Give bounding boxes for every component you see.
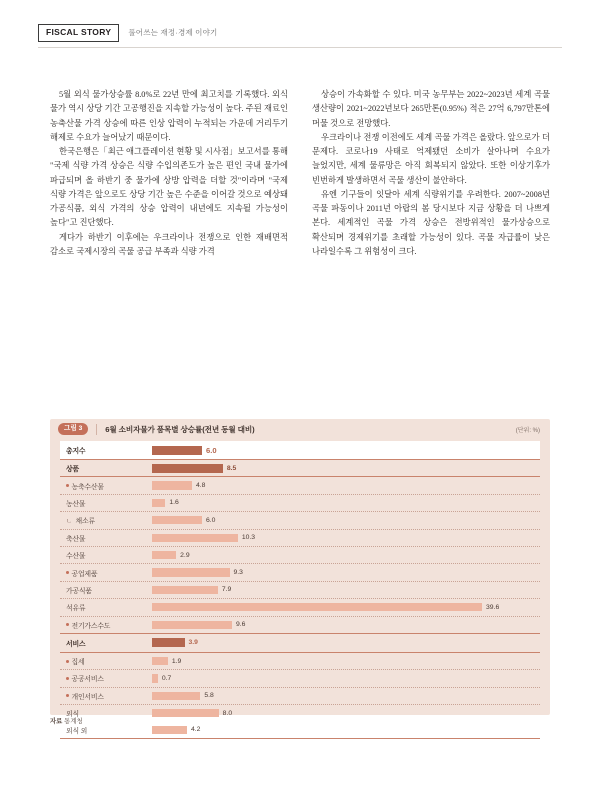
chart-bar-area (152, 582, 540, 598)
chart-bar-value: 6.0 (206, 516, 216, 524)
figure-header (50, 419, 550, 439)
chart-bar-area (152, 688, 540, 704)
chart-bar-area (152, 547, 540, 563)
page-header (38, 24, 217, 42)
chart-row (60, 721, 540, 737)
chart-row (60, 653, 540, 669)
chart-bar-value: 2.9 (180, 551, 190, 559)
chart-bar (152, 726, 187, 734)
chart-bar-area (152, 705, 540, 721)
fiscal-story-badge: FISCAL STORY (38, 24, 119, 42)
chart-bar (152, 692, 200, 700)
chart-row-label-text: 축산물 (66, 535, 86, 543)
chart-row-label-text: 총지수 (66, 448, 86, 455)
figure-unit-label: (단위: %) (515, 427, 540, 434)
chart-row (60, 441, 540, 459)
figure-header-divider (96, 424, 97, 435)
chart-bar-value: 9.6 (236, 621, 246, 629)
chart-bar-area (152, 441, 540, 459)
chart-row-label-text: 채소류 (75, 518, 95, 526)
chart-bar (152, 551, 176, 559)
chart-row-label-text: 집세 (71, 659, 85, 667)
figure-title: 6월 소비자물가 품목별 상승률(전년 동월 대비) (105, 424, 255, 434)
chart-bar-area (152, 495, 540, 511)
chart-row (60, 688, 540, 704)
chart-bar (152, 481, 192, 489)
chart-row-label-text: 전기가스수도 (71, 622, 111, 630)
chart-row (60, 705, 540, 721)
chart-bar-value: 8.0 (222, 709, 233, 717)
chart-bar (152, 674, 158, 682)
chart-row-label (60, 638, 152, 648)
chart-bar-value: 7.9 (221, 586, 232, 594)
chart-bar-value: 39.6 (486, 603, 500, 611)
chart-bar-value: 3.9 (188, 639, 198, 647)
header-subtitle: 풀어쓰는 재정·경제 이야기 (128, 28, 218, 38)
article-body (50, 88, 550, 259)
chart-row-label (60, 533, 152, 543)
paragraph: 5월 외식 물가상승률 8.0%로 22년 만에 최고치를 기록했다. 외식 물가 역시 상당 기간 고공행진을 지속할 가능성이 높다. 주된 재료인 농축산물 가격 상승에 따른 인상 압력이 누적되는 가운데 거리두기 해제로 수요가 늘어났기 때문이다. (50, 90, 288, 142)
chart-bar (152, 516, 202, 524)
chart-bar (152, 603, 482, 611)
chart-row-label-text: 가공식품 (66, 587, 92, 595)
chart-row-label-text: 공공서비스 (71, 676, 104, 684)
bullet-icon (66, 660, 69, 663)
chart-row-label-text: 농산물 (66, 500, 86, 508)
chart-row (60, 634, 540, 652)
chart-bar-value: 4.8 (196, 482, 206, 490)
chart-bar-area (152, 653, 540, 669)
chart-row (60, 512, 540, 528)
chart-bar (152, 657, 168, 665)
chart-row-label (60, 481, 152, 491)
right-column (312, 88, 550, 259)
figure-source (50, 716, 83, 725)
chart-row-label-text: 석유류 (66, 605, 86, 613)
chart-bar (152, 534, 238, 542)
chart-row-label (60, 568, 152, 578)
chart-row (60, 564, 540, 580)
chart-bar-area (152, 512, 540, 528)
chart-row-label-text: 외식 (66, 711, 79, 719)
sub-item-icon: ㄴ (66, 517, 72, 525)
chart-bar (152, 586, 218, 594)
chart-bar-value: 10.3 (241, 534, 256, 542)
chart-row-label-text: 공업제품 (71, 570, 98, 578)
chart-row-label-text: 농축수산물 (71, 483, 104, 491)
chart-row-label (60, 445, 152, 455)
chart-bar-value: 9.3 (233, 569, 243, 577)
bullet-icon (66, 677, 69, 680)
chart-row-label-text: 수산물 (66, 553, 86, 561)
chart-bar-value: 6.0 (206, 445, 217, 455)
chart-bar-area (152, 530, 540, 546)
chart-row-label (60, 602, 152, 612)
chart-bar-area (152, 617, 540, 633)
chart-row (60, 495, 540, 511)
chart-bar-value: 4.2 (191, 726, 201, 734)
chart-row (60, 530, 540, 546)
chart-row-label (60, 585, 152, 595)
chart-bar-area (152, 721, 540, 737)
chart-bar-value: 1.6 (169, 499, 179, 507)
chart-bar-value: 0.7 (161, 674, 172, 682)
chart-row-label (60, 498, 152, 508)
chart-row-label (60, 463, 152, 473)
chart-row-label-text: 외식 외 (66, 727, 88, 735)
figure-source-label: 자료 (50, 718, 63, 725)
chart-row-label (60, 673, 152, 683)
figure-source-value: 통계청 (64, 718, 83, 725)
bar-chart (60, 439, 540, 739)
chart-row (60, 582, 540, 598)
header-divider (38, 47, 562, 48)
chart-bar-area (152, 477, 540, 493)
chart-bar (152, 638, 185, 647)
chart-row (60, 477, 540, 493)
figure-number-badge: 그림 3 (58, 423, 88, 435)
chart-bar-area (152, 599, 540, 615)
paragraph: 한국은행은「최근 애그플레이션 현황 및 시사점」보고서를 통해 "국제 식량 가격 상승은 식량 수입의존도가 높은 편인 국내 물가에 파급되며 올 하반기 중 물가에 상방 압력을 더할 것"이라며 "국제 식량 가격은 앞으로도 상당 기간 높은 수준을 이어갈 것으로 예상돼 가공식품, 외식 가격의 상승 압력이 내년에도 지속될 가능성이 높다"고 진단했다. (50, 147, 288, 228)
chart-row (60, 547, 540, 563)
bullet-icon (66, 571, 69, 574)
chart-bar-area (152, 670, 540, 686)
chart-row (60, 617, 540, 633)
chart-bar-value: 5.8 (204, 692, 214, 700)
chart-bar (152, 709, 219, 717)
chart-bar (152, 499, 165, 507)
chart-bar (152, 621, 232, 629)
bullet-icon (66, 694, 69, 697)
bullet-icon (66, 484, 69, 487)
chart-bar-value: 1.9 (171, 657, 182, 665)
chart-row-label (60, 620, 152, 630)
paragraph: 유엔 기구들이 잇달아 세계 식량위기를 우려한다. 2007~2008년 곡물 파동이나 2011년 아랍의 봄 당시보다 지금 상황을 더 나쁘게 본다. 세계적인 곡물 가격 상승은 전방위적인 물가상승으로 확산되며 경제위기를 초래할 가능성이 있다. 곡물 자급률이 낮은 나라일수록 그 위험성이 크다. (312, 189, 550, 256)
chart-row (60, 460, 540, 476)
chart-row-label (60, 656, 152, 666)
paragraph: 우크라이나 전쟁 이전에도 세계 곡물 가격은 올랐다. 앞으로가 더 문제다. 코로나19 사태로 억제됐던 소비가 살아나며 수요가 늘었지만, 세계 물류망은 아직 회복되지 않았다. 또한 이상기후가 빈번하게 발생하면서 곡물 생산이 불안하다. (312, 132, 550, 185)
chart-bar-area (152, 460, 540, 476)
paragraph: 게다가 하반기 이후에는 우크라이나 전쟁으로 인한 재배면적 감소로 국제시장의 곡물 공급 부족과 식량 가격 (50, 232, 288, 256)
bullet-icon (66, 623, 69, 626)
left-column (50, 88, 288, 259)
chart-bar (152, 568, 230, 576)
chart-row-label (60, 691, 152, 701)
chart-bar-value: 8.5 (226, 464, 237, 472)
chart-bar (152, 464, 223, 473)
chart-row-label-text: 개인서비스 (71, 693, 104, 701)
chart-bar (152, 446, 202, 455)
chart-row-label-text: 상품 (66, 466, 79, 474)
chart-row-label (60, 550, 152, 560)
chart-row (60, 599, 540, 615)
chart-row-separator (60, 738, 540, 739)
chart-row-label (60, 515, 152, 525)
chart-row-label (60, 725, 152, 735)
chart-row (60, 670, 540, 686)
chart-bar-area (152, 634, 540, 652)
paragraph: 상승이 가속화할 수 있다. 미국 농무부는 2022~2023년 세계 곡물 생산량이 2021~2022년보다 265만톤(0.95%) 적은 27억 6,797만톤에 머물 것으로 전망했다. (312, 90, 550, 128)
chart-row-label-text: 서비스 (66, 640, 86, 648)
chart-bar-area (152, 564, 540, 580)
